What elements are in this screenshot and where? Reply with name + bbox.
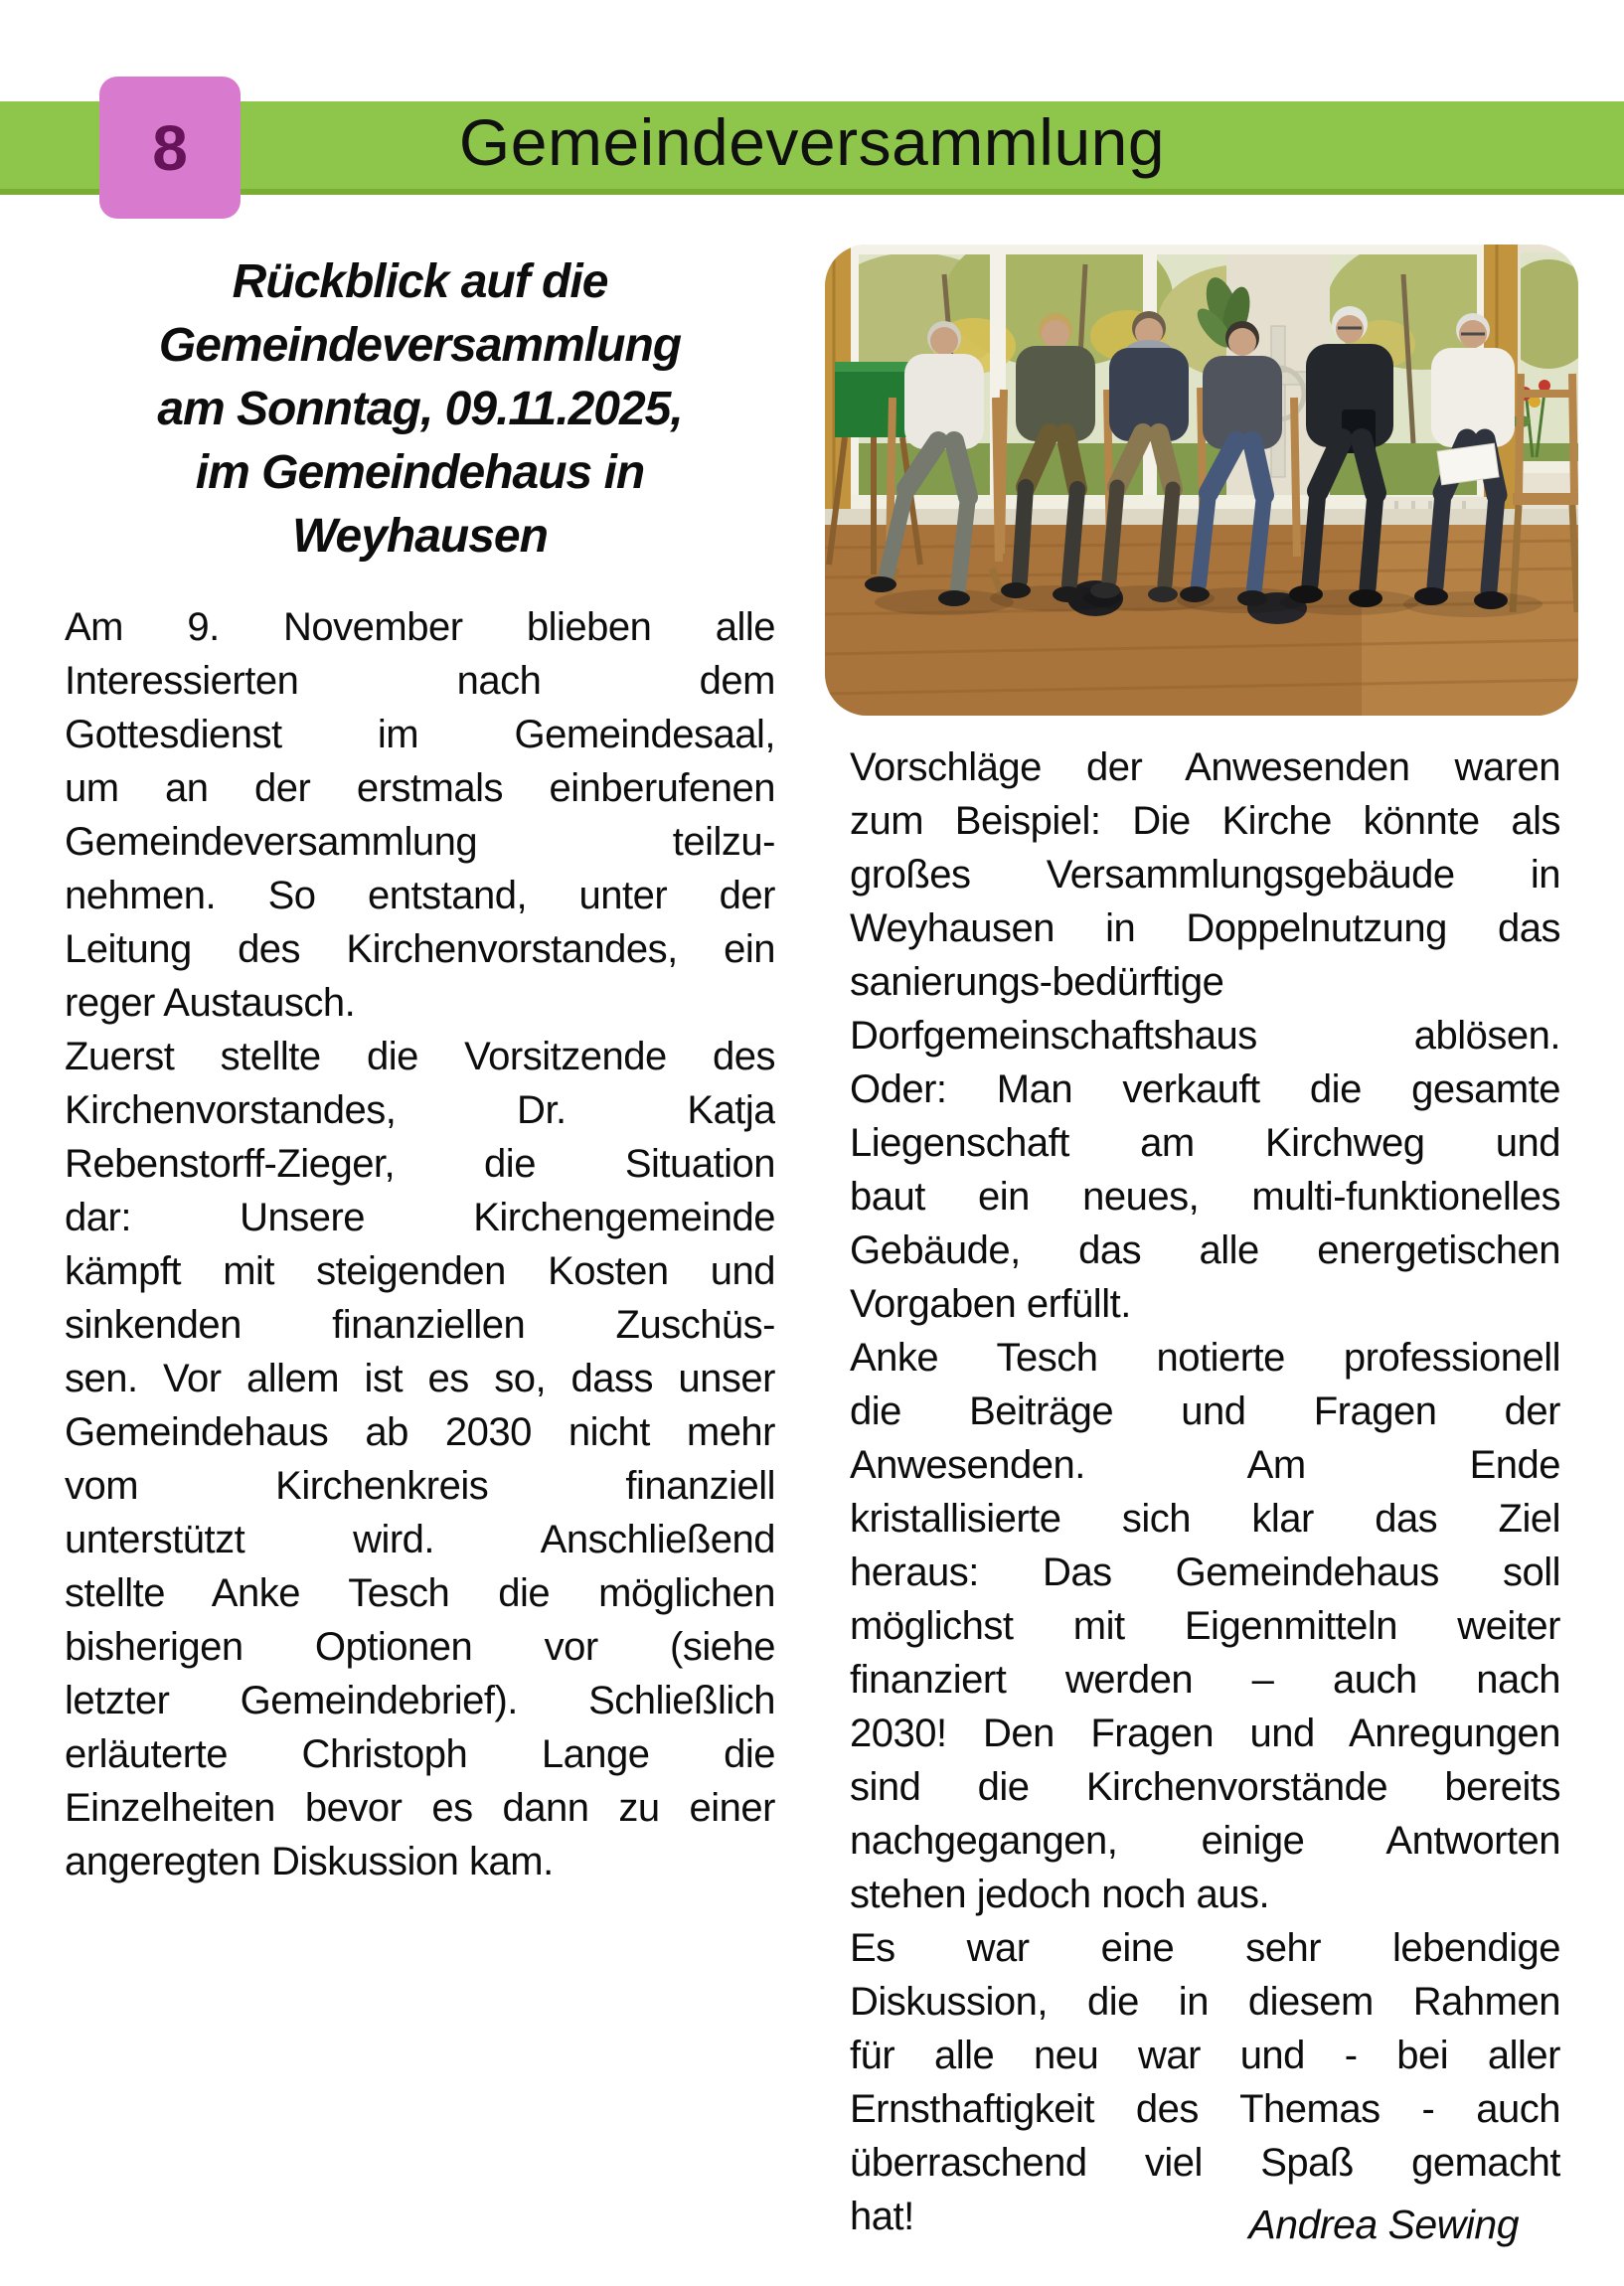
page-number-tab bbox=[99, 77, 241, 219]
text-line: Am 9. November blieben alle bbox=[65, 605, 775, 649]
text-line: Kirchenvorstandes, Dr. Katja bbox=[65, 1088, 775, 1132]
text-line: baut ein neues, multi-funktionelles bbox=[850, 1175, 1560, 1219]
text-line: Interessierten nach dem bbox=[65, 659, 775, 703]
text-line: unterstützt wird. Anschließend bbox=[65, 1518, 775, 1561]
text-line: Rebenstorff-Zieger, die Situation bbox=[65, 1142, 775, 1186]
text-line: finanziert werden – auch nach bbox=[850, 1658, 1560, 1702]
text-line: Gemeindehaus ab 2030 nicht mehr bbox=[65, 1410, 775, 1454]
text-line: großes Versammlungsgebäude in bbox=[850, 853, 1560, 897]
heading-line: Rückblick auf die bbox=[232, 255, 608, 308]
text-line: nehmen. So entstand, unter der bbox=[65, 874, 775, 917]
text-line: stehen jedoch noch aus. bbox=[850, 1873, 1270, 1916]
text-line: überraschend viel Spaß gemacht bbox=[850, 2141, 1560, 2185]
text-line: Anwesenden. Am Ende bbox=[850, 1443, 1560, 1487]
text-line: sind die Kirchenvorstände bereits bbox=[850, 1765, 1560, 1809]
text-line: Vorschläge der Anwesenden waren bbox=[850, 745, 1560, 789]
text-line: Weyhausen in Doppelnutzung das bbox=[850, 906, 1560, 950]
text-line: Einzelheiten bevor es dann zu einer bbox=[65, 1786, 775, 1830]
text-line: um an der erstmals einberufenen bbox=[65, 766, 775, 810]
text-line: möglichst mit Eigenmitteln weiter bbox=[850, 1604, 1560, 1648]
text-line: erläuterte Christoph Lange die bbox=[65, 1732, 775, 1776]
title-band bbox=[0, 101, 1624, 195]
text-line: die Beiträge und Fragen der bbox=[850, 1389, 1560, 1433]
heading-line: im Gemeindehaus in Weyhausen bbox=[195, 446, 645, 563]
left-column-body bbox=[65, 600, 775, 1888]
page-title: Gemeindeversammlung bbox=[458, 105, 1166, 179]
text-line: Ernsthaftigkeit des Themas - auch bbox=[850, 2087, 1560, 2131]
text-line: Diskussion, die in diesem Rahmen bbox=[850, 1980, 1560, 2024]
text-line: dar: Unsere Kirchengemeinde bbox=[65, 1196, 775, 1239]
text-line: 2030! Den Fragen und Anregungen bbox=[850, 1712, 1560, 1755]
text-line: sinkenden finanziellen Zuschüs- bbox=[65, 1303, 775, 1347]
text-line: hat! bbox=[850, 2195, 914, 2238]
right-column bbox=[850, 740, 1560, 2243]
meeting-photo bbox=[825, 245, 1578, 716]
text-line: Gebäude, das alle energetischen bbox=[850, 1228, 1560, 1272]
text-line: Es war eine sehr lebendige bbox=[850, 1926, 1560, 1970]
text-line: sanierungs-bedürftige bbox=[850, 960, 1224, 1004]
meeting-photo-illustration bbox=[825, 245, 1578, 716]
text-line: heraus: Das Gemeindehaus soll bbox=[850, 1551, 1560, 1594]
text-line: bisherigen Optionen vor (siehe bbox=[65, 1625, 775, 1669]
text-line: Dorfgemeinschaftshaus ablösen. bbox=[850, 1014, 1560, 1058]
text-line: letzter Gemeindebrief). Schließlich bbox=[65, 1679, 775, 1722]
text-line: Zuerst stellte die Vorsitzende des bbox=[65, 1035, 775, 1078]
heading-line: Gemeindeversammlung bbox=[158, 319, 682, 372]
text-line: Oder: Man verkauft die gesamte bbox=[850, 1067, 1560, 1111]
text-line: Liegenschaft am Kirchweg und bbox=[850, 1121, 1560, 1165]
text-line: reger Austausch. bbox=[65, 981, 356, 1025]
author-signature bbox=[850, 2202, 1560, 2248]
text-line: Vorgaben erfüllt. bbox=[850, 1282, 1131, 1326]
text-line: angeregten Diskussion kam. bbox=[65, 1840, 554, 1883]
signature-text: Andrea Sewing bbox=[1248, 2202, 1519, 2247]
text-line: stellte Anke Tesch die möglichen bbox=[65, 1571, 775, 1615]
text-line: für alle neu war und - bei aller bbox=[850, 2034, 1560, 2077]
text-line: Gottesdienst im Gemeindesaal, bbox=[65, 713, 775, 756]
text-line: sen. Vor allem ist es so, dass unser bbox=[65, 1357, 775, 1400]
left-column bbox=[65, 250, 775, 1888]
heading-line: am Sonntag, 09.11.2025, bbox=[157, 383, 683, 435]
text-line: Gemeindeversammlung teilzu- bbox=[65, 820, 775, 864]
text-line: kämpft mit steigenden Kosten und bbox=[65, 1249, 775, 1293]
text-line: Leitung des Kirchenvorstandes, ein bbox=[65, 927, 775, 971]
text-line: vom Kirchenkreis finanziell bbox=[65, 1464, 775, 1508]
text-line: zum Beispiel: Die Kirche könnte als bbox=[850, 799, 1560, 843]
text-line: kristallisierte sich klar das Ziel bbox=[850, 1497, 1560, 1541]
article-heading bbox=[65, 250, 775, 569]
text-line: Anke Tesch notierte professionell bbox=[850, 1336, 1560, 1380]
page-number: 8 bbox=[152, 111, 188, 184]
text-line: nachgegangen, einige Antworten bbox=[850, 1819, 1560, 1863]
